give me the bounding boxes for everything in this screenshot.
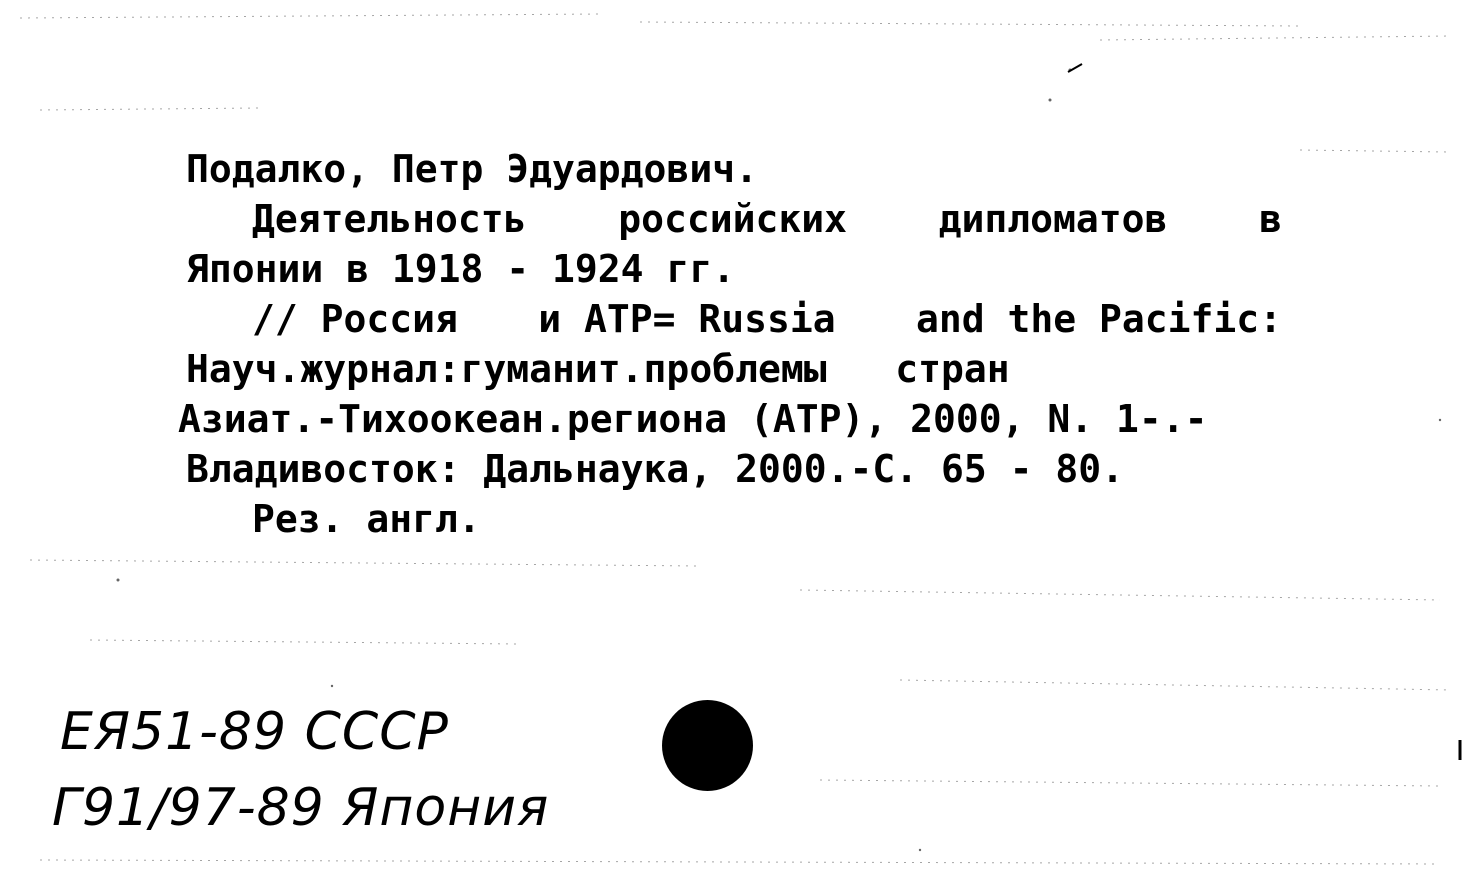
source-word-3: and the Pacific: bbox=[915, 297, 1282, 341]
source-word-1: // Россия bbox=[252, 297, 458, 341]
author-name: Подалко, Петр Эдуардович. bbox=[186, 147, 758, 191]
title-word-2: российских bbox=[618, 197, 847, 241]
source-line-4: Владивосток: Дальнаука, 2000.-С. 65 - 80. bbox=[186, 447, 1124, 491]
title-word-3: дипломатов bbox=[938, 197, 1168, 241]
title-line-2: Японии в 1918 - 1924 гг. bbox=[186, 247, 736, 291]
handwritten-code-1: ЕЯ51-89 СССР bbox=[60, 702, 449, 762]
summary-note: Рез. англ. bbox=[252, 497, 481, 541]
title-line-1 bbox=[252, 197, 1282, 241]
source-line-2: Науч.журнал:гуманит.проблемы стран bbox=[186, 347, 1010, 391]
source-line-1 bbox=[252, 297, 1282, 341]
punch-hole-dot bbox=[662, 700, 753, 791]
title-word-1: Деятельность bbox=[252, 197, 527, 241]
title-word-4: в bbox=[1259, 197, 1282, 241]
source-line-3: Азиат.-Тихоокеан.региона (АТР), 2000, N. 1-.- bbox=[178, 397, 1208, 441]
source-word-2: и АТР= Russia bbox=[538, 297, 836, 341]
handwritten-code-2: Г91/97-89 Япония bbox=[52, 778, 550, 838]
